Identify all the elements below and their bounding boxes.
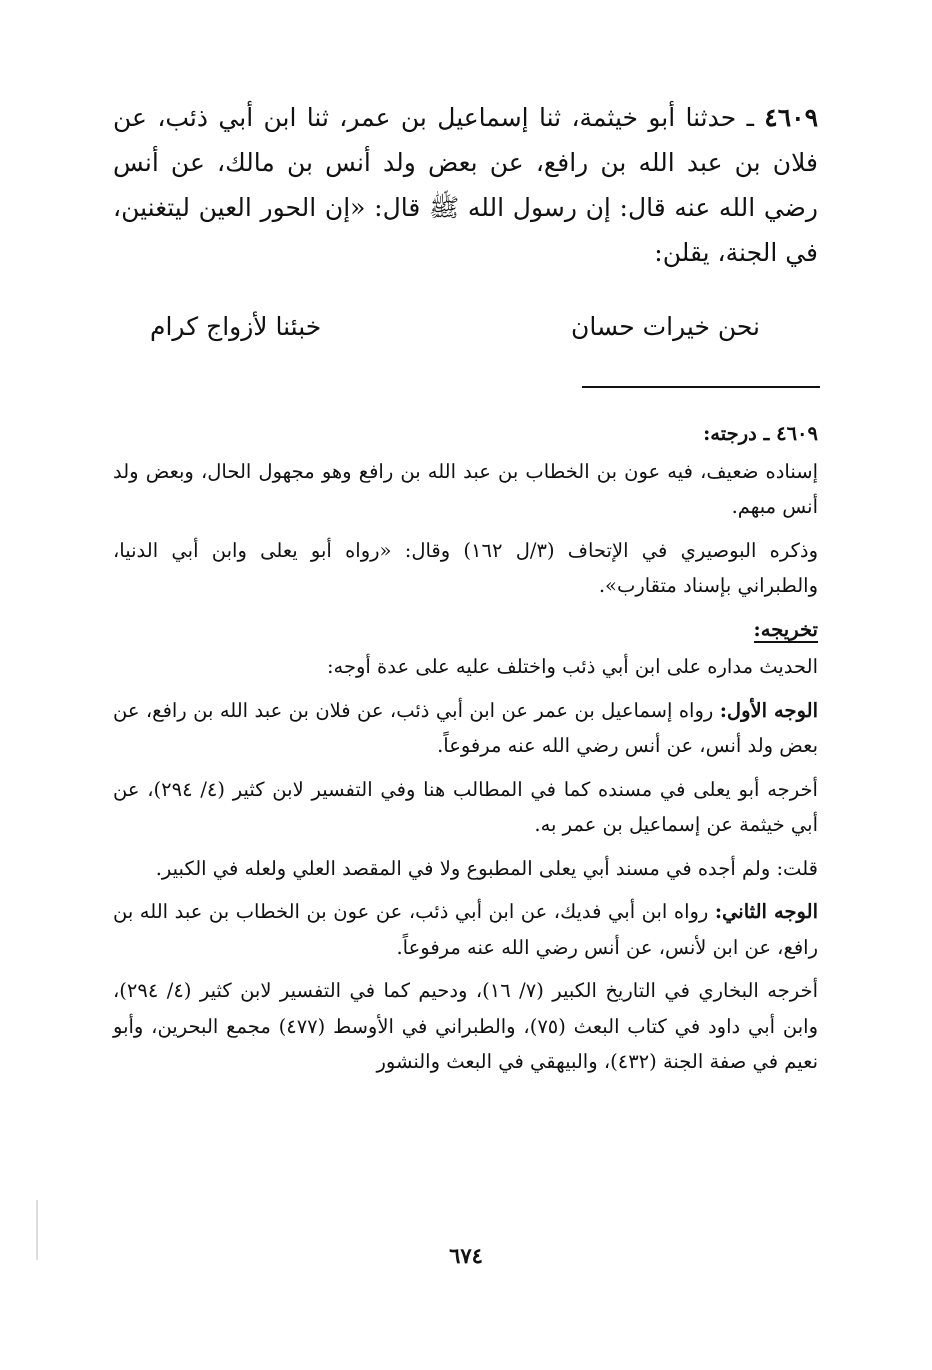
second-path-source: أخرجه البخاري في التاريخ الكبير (٧/ ١٦)، ودحيم كما في التفسير لابن كثير (٤/ ٢٩٤)، وابن أبي داود في كتاب البعث (٧٥)، والطبراني في الأوسط (٤٧٧) مجمع البحرين، وأبو نعيم في صفة الجنة (٤٣٢)، والبيهقي في البعث والنشور [113, 979, 818, 1073]
second-path-label: الوجه الثاني: [714, 900, 818, 923]
page-number: ٦٧٤ [449, 1243, 483, 1268]
hadith-paragraph [113, 95, 818, 275]
first-path-label: الوجه الأول: [719, 698, 819, 722]
hadith-text-block [113, 95, 818, 275]
commentary-block [113, 416, 818, 1088]
grade-heading: ٤٦٠٩ ـ درجته: [703, 422, 818, 445]
footnote-separator [582, 386, 820, 388]
verse-first-hemistich: نحن خيرات حسان [570, 312, 760, 341]
verse-second-hemistich: خبئنا لأزواج كرام [150, 312, 322, 341]
takhrij-heading [113, 612, 818, 648]
takhrij-heading-text: تخريجه: [753, 617, 818, 641]
poetry-verse [150, 312, 820, 352]
hadith-number: ٤٦٠٩ [764, 103, 818, 132]
scan-margin-shadow [36, 1200, 38, 1260]
author-note: قلت: ولم أجده في مسند أبي يعلى المطبوع ولا في المقصد العلي ولعله في الكبير. [155, 856, 818, 880]
second-path-paragraph [113, 894, 818, 965]
first-path-paragraph [113, 693, 818, 764]
hadith-body: ـ حدثنا أبو خيثمة، ثنا إسماعيل بن عمر، ثنا ابن أبي ذئب، عن فلان بن عبد الله بن رافع، عن بعض ولد أنس بن مالك، عن أنس رضي الله عنه قال: إن رسول الله ﷺ قال: «إن الحور العين ليتغنين، في الجنة، يقلن: [113, 103, 818, 267]
first-path-text: رواه إسماعيل بن عمر عن ابن أبي ذئب، عن فلان بن عبد الله بن رافع، عن بعض ولد أنس، عن أنس رضي الله عنه مرفوعاً. [113, 698, 818, 757]
second-path-text: رواه ابن أبي فديك، عن ابن أبي ذئب، عن عون بن الخطاب بن عبد الله بن رافع، عن ابن لأنس، عن أنس رضي الله عنه مرفوعاً. [113, 900, 818, 959]
first-path-source: أخرجه أبو يعلى في مسنده كما في المطالب هنا وفي التفسير لابن كثير (٤/ ٢٩٤)، عن أبي خيثمة عن إسماعيل بن عمر به. [113, 777, 818, 836]
grade-paragraph-1: إسناده ضعيف، فيه عون بن الخطاب بن عبد الله بن رافع وهو مجهول الحال، وبعض ولد أنس مبهم. [113, 459, 818, 518]
grade-paragraph-2: وذكره البوصيري في الإتحاف (٣/ل ١٦٢) وقال: «رواه أبو يعلى وابن أبي الدنيا، والطبراني بإسناد متقارب». [113, 538, 818, 597]
takhrij-intro: الحديث مداره على ابن أبي ذئب واختلف عليه على عدة أوجه: [326, 655, 818, 678]
